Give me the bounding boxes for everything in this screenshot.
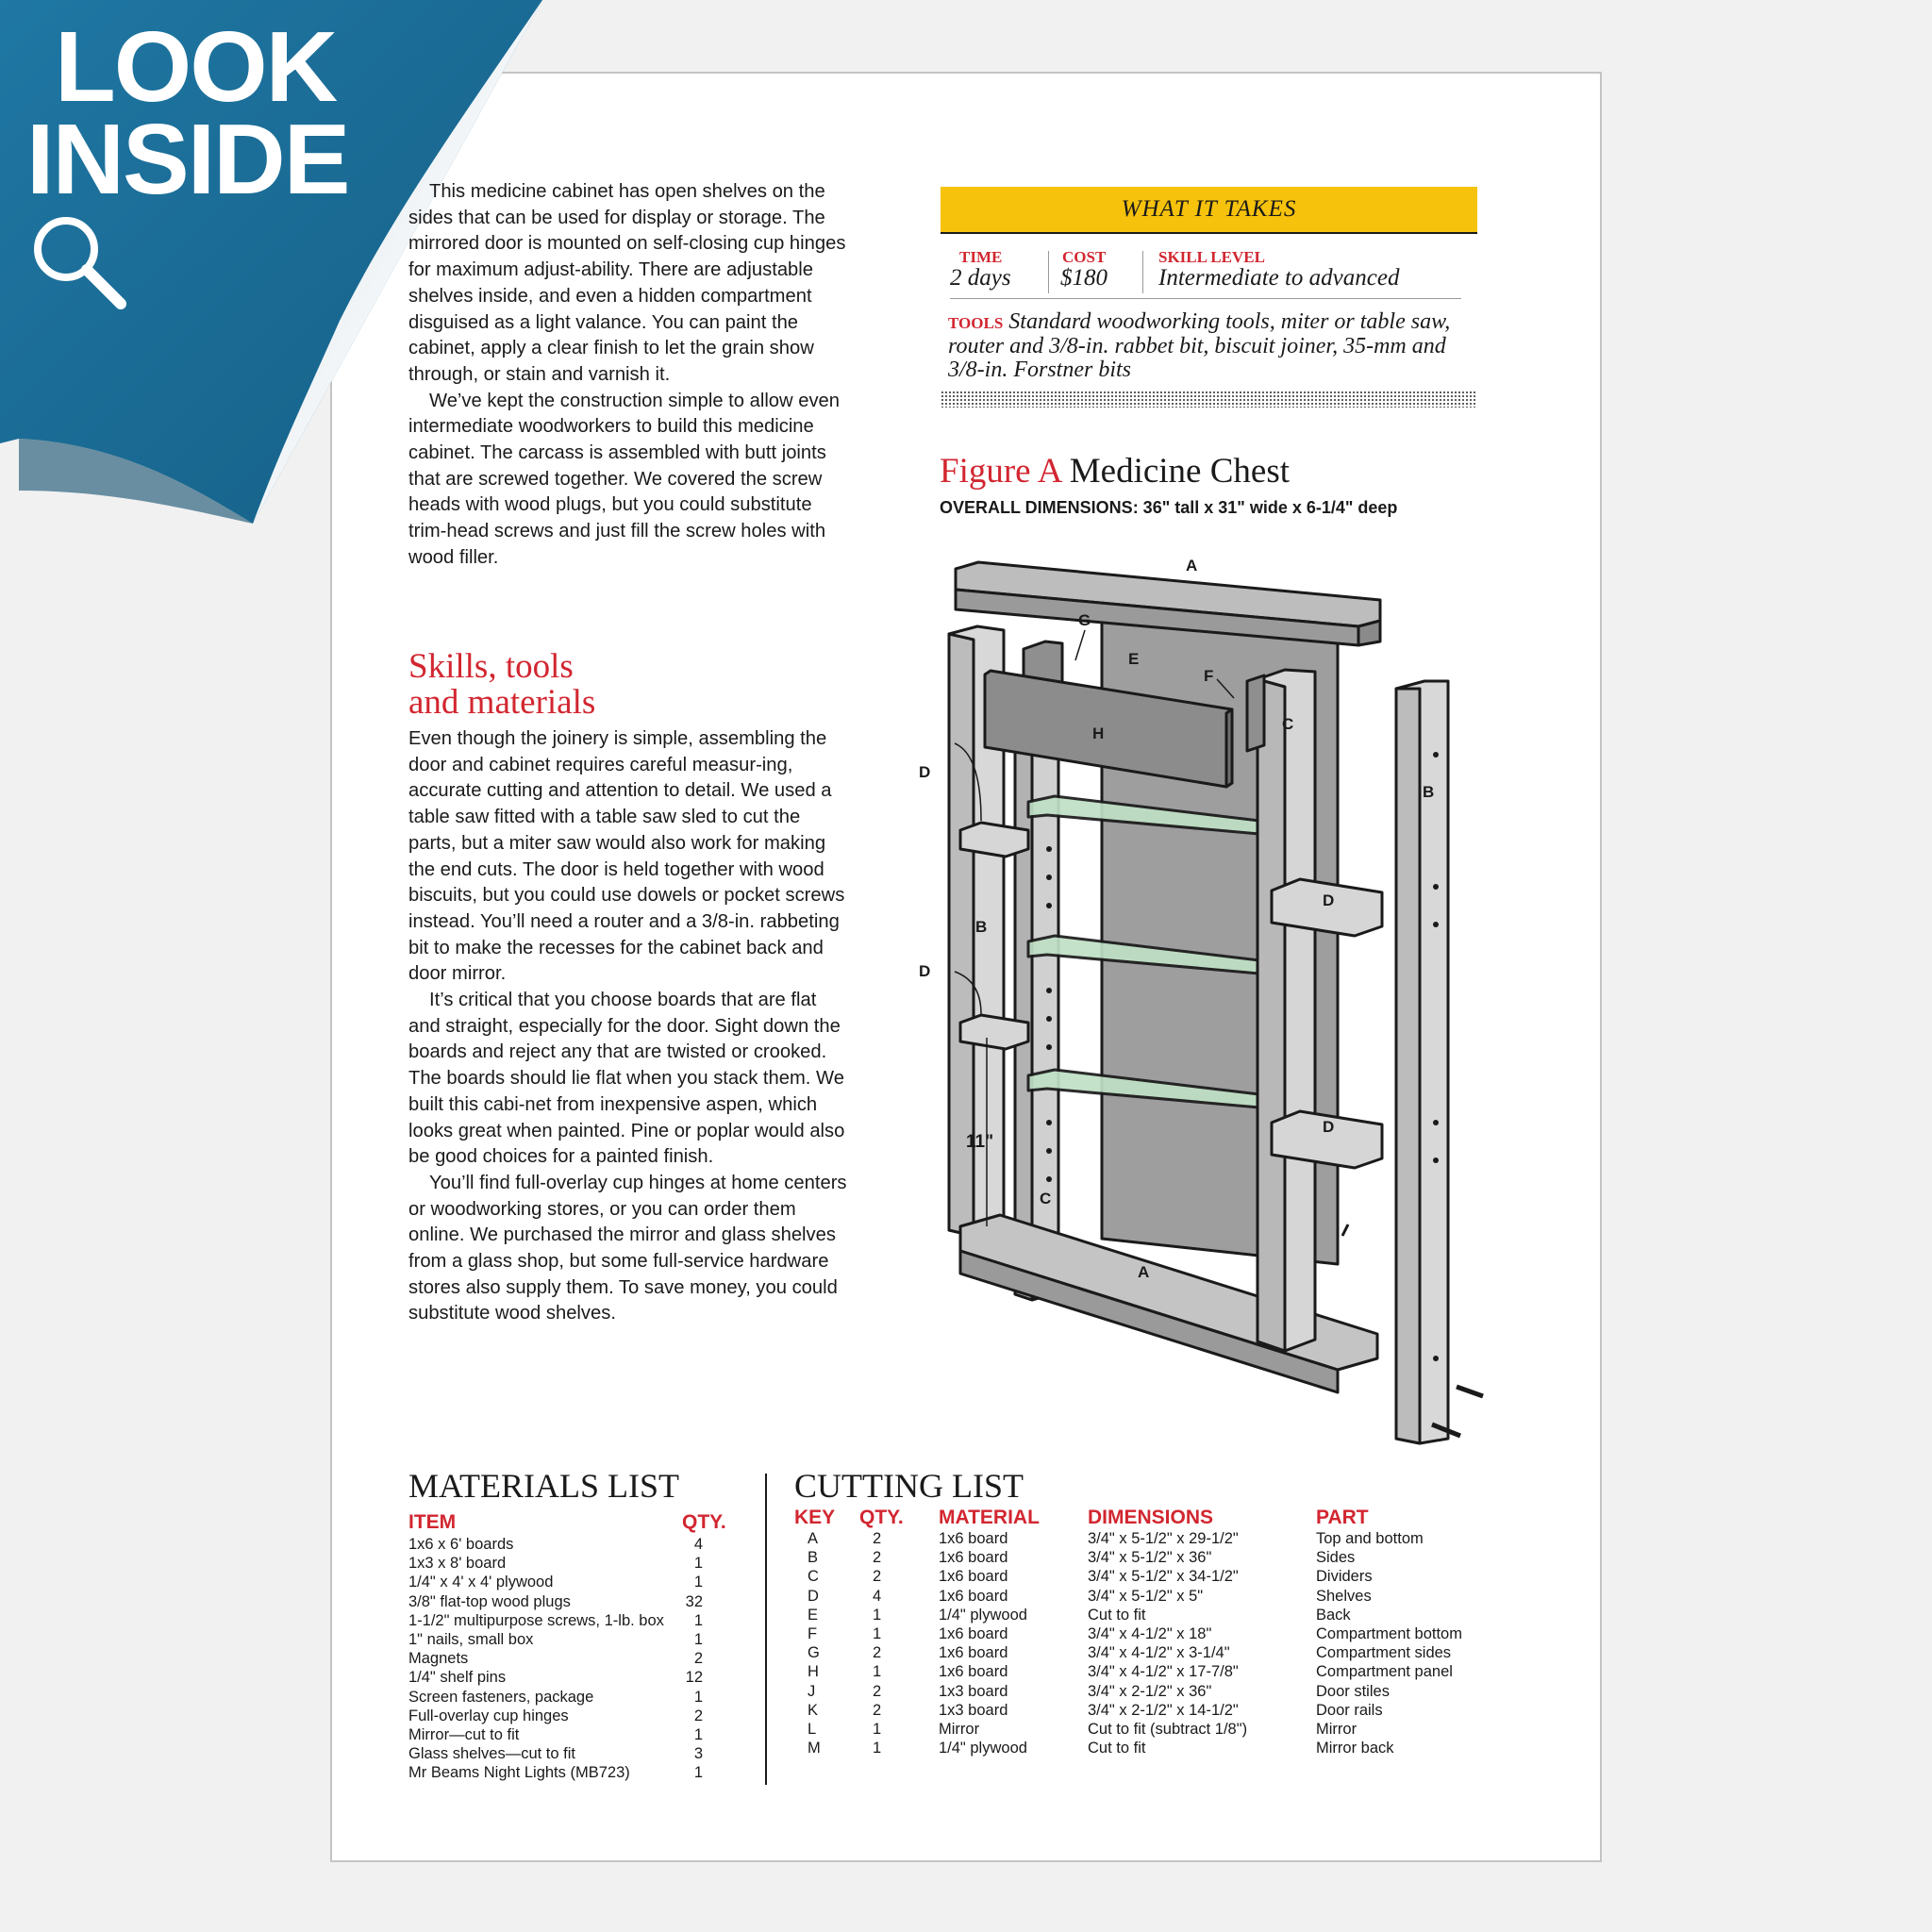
- cutting-material: 1/4" plywood: [939, 1740, 1027, 1757]
- table-row: [794, 1606, 1492, 1624]
- cutting-list: [794, 1529, 1492, 1757]
- list-item: [408, 1535, 710, 1554]
- table-row: [794, 1587, 1492, 1606]
- cutting-qty: 4: [873, 1587, 882, 1605]
- cutting-part: Compartment panel: [1316, 1663, 1453, 1681]
- cutting-key: K: [808, 1701, 819, 1719]
- cutting-dimensions: 3/4" x 5-1/2" x 36": [1088, 1549, 1212, 1567]
- list-item: [408, 1554, 710, 1573]
- tools-text: [948, 310, 1476, 382]
- time-label: TIME: [959, 248, 1003, 266]
- table-row: [794, 1529, 1492, 1548]
- cutting-qty: 2: [873, 1682, 882, 1700]
- cutting-col-key: KEY: [794, 1507, 836, 1528]
- skills-text: [408, 726, 850, 1327]
- list-item: [408, 1668, 710, 1687]
- table-row: [794, 1720, 1492, 1739]
- callout-d: D: [919, 763, 931, 781]
- cutting-dimensions: Cut to fit: [1088, 1606, 1146, 1624]
- cutting-part: Door stiles: [1316, 1682, 1390, 1700]
- cutting-material: 1x6 board: [939, 1663, 1008, 1681]
- cutting-material: 1x3 board: [939, 1701, 1008, 1719]
- material-qty: 1: [693, 1555, 703, 1573]
- cutting-dimensions: 3/4" x 5-1/2" x 5": [1088, 1587, 1204, 1605]
- divider: [950, 298, 1461, 299]
- intro-paragraph-2: We’ve kept the construction simple to allow even intermediate woodworkers to build this medicine cabinet. The carcass is assembled with butt joints that are screwed together. We covered the screw heads with wood plugs, but you could substitute trim-head screws and just fill the screw holes with wood filler.: [408, 390, 840, 568]
- material-item: Full-overlay cup hinges: [408, 1707, 569, 1724]
- callout-b: B: [1423, 783, 1435, 801]
- cutting-dimensions: 3/4" x 2-1/2" x 36": [1088, 1682, 1212, 1700]
- material-item: Mirror—cut to fit: [408, 1725, 520, 1743]
- cutting-key: G: [808, 1644, 820, 1662]
- list-item: [408, 1573, 710, 1591]
- cutting-dimensions: Cut to fit: [1088, 1740, 1146, 1757]
- table-row: [794, 1701, 1492, 1720]
- callout-e: E: [1128, 650, 1140, 668]
- material-item: 1x3 x 8' board: [408, 1555, 507, 1573]
- cutting-qty: 2: [873, 1701, 882, 1719]
- tools-label: TOOLS: [948, 314, 1004, 332]
- material-item: 1-1/2" multipurpose screws, 1-lb. box: [408, 1611, 664, 1629]
- cutting-material: 1/4" plywood: [939, 1606, 1027, 1624]
- callout-c: C: [1282, 715, 1294, 733]
- cutting-col-qty: QTY.: [859, 1507, 904, 1528]
- list-item: [408, 1744, 710, 1763]
- materials-list: [408, 1535, 710, 1782]
- dimension-label: 11": [966, 1132, 994, 1152]
- list-item: [408, 1611, 710, 1630]
- cutting-part: Sides: [1316, 1549, 1356, 1567]
- what-it-takes-box: [941, 187, 1477, 234]
- cutting-col-dimensions: DIMENSIONS: [1088, 1507, 1214, 1528]
- table-row: [794, 1682, 1492, 1701]
- material-qty: 2: [693, 1650, 703, 1668]
- cutting-key: E: [808, 1606, 819, 1624]
- cutting-key: H: [808, 1663, 819, 1681]
- cutting-key: D: [808, 1587, 819, 1605]
- materials-col-item: ITEM: [408, 1511, 457, 1533]
- material-qty: 1: [693, 1764, 703, 1782]
- callout-d: D: [919, 962, 931, 980]
- materials-col-qty: QTY.: [682, 1511, 726, 1533]
- table-row: [794, 1662, 1492, 1681]
- list-item: [408, 1630, 710, 1649]
- cutting-key: L: [808, 1720, 817, 1738]
- material-qty: 1: [693, 1630, 703, 1648]
- time-value: 2 days: [950, 265, 1011, 291]
- intro-paragraph-1: This medicine cabinet has open shelves on the sides that can be used for display or storage. The mirrored door is mounted on self-closing cup hinges for maximum adjust-ability. There are adjustable shelves inside, and even a hidden compartment disguised as a light valance. You can paint the cabinet, apply a clear finish to let the grain show through, or stain and varnish it.: [408, 181, 846, 385]
- cutting-col-material: MATERIAL: [939, 1507, 1040, 1528]
- what-it-takes-bar: [941, 187, 1477, 234]
- callout-a: A: [1186, 557, 1198, 575]
- callout-g: G: [1078, 611, 1091, 629]
- callout-a: A: [1138, 1263, 1150, 1281]
- list-item: [408, 1707, 710, 1725]
- list-item: [408, 1688, 710, 1707]
- tools-value: Standard woodworking tools, miter or table saw, router and 3/8-in. rabbet bit, biscuit joiner, 35-mm and 3/8-in. Forstner bits: [948, 309, 1451, 382]
- list-item: [408, 1763, 710, 1782]
- cutting-part: Mirror back: [1316, 1740, 1394, 1757]
- figure-label: Figure A: [940, 452, 1061, 491]
- divider: [1048, 251, 1049, 293]
- cutting-material: 1x6 board: [939, 1587, 1008, 1605]
- cutting-part: Compartment sides: [1316, 1644, 1452, 1662]
- cutting-material: 1x6 board: [939, 1644, 1008, 1662]
- badge-line2[interactable]: INSIDE: [26, 104, 349, 215]
- skills-heading-line2: and materials: [408, 683, 596, 722]
- skills-paragraph-2: It’s critical that you choose boards that are flat and straight, especially for the door. Sight down the boards and reject any that are twisted or crooked. The boards should lie flat when you stack them. We built this cabi-net from inexpensive aspen, which looks great when painted. Pine or poplar would also be good choices for a painted finish.: [408, 990, 845, 1168]
- material-item: Glass shelves—cut to fit: [408, 1745, 575, 1763]
- cutting-key: F: [808, 1624, 818, 1642]
- cutting-key: M: [808, 1740, 821, 1757]
- cutting-dimensions: 3/4" x 5-1/2" x 34-1/2": [1088, 1568, 1239, 1586]
- cutting-material: 1x6 board: [939, 1624, 1008, 1642]
- list-divider: [765, 1474, 767, 1785]
- cutting-part: Mirror: [1316, 1720, 1357, 1738]
- badge-line1[interactable]: LOOK: [55, 11, 337, 123]
- material-qty: 1: [693, 1688, 703, 1706]
- callout-b: B: [975, 918, 988, 936]
- skills-heading-line1: Skills, tools: [408, 647, 574, 686]
- cutting-part: Top and bottom: [1316, 1530, 1424, 1547]
- table-row: [794, 1548, 1492, 1567]
- cutting-key: A: [808, 1530, 819, 1547]
- cutting-qty: 1: [873, 1720, 882, 1738]
- cutting-dimensions: 3/4" x 2-1/2" x 14-1/2": [1088, 1701, 1239, 1719]
- skills-paragraph-3: You’ll find full-overlay cup hinges at home centers or woodworking stores, or you can order them online. We purchased the mirror and glass shelves from a glass shop, but some full-service hardware stores also supply them. To save money, you could substitute wood shelves.: [408, 1172, 847, 1324]
- cutting-material: 1x6 board: [939, 1568, 1008, 1586]
- skill-level-value: Intermediate to advanced: [1158, 265, 1400, 291]
- cutting-list-title: CUTTING LIST: [794, 1467, 1024, 1505]
- list-item: [408, 1592, 710, 1611]
- skills-heading: [408, 649, 842, 721]
- cutting-material: Mirror: [939, 1720, 980, 1738]
- cutting-part: Back: [1316, 1606, 1351, 1624]
- cutting-qty: 2: [873, 1530, 882, 1547]
- material-qty: 12: [685, 1669, 703, 1687]
- list-item: [408, 1725, 710, 1744]
- callout-d: D: [1323, 1118, 1335, 1136]
- cutting-dimensions: 3/4" x 4-1/2" x 3-1/4": [1088, 1644, 1230, 1662]
- cutting-key: B: [808, 1549, 819, 1567]
- cutting-qty: 1: [873, 1624, 882, 1642]
- cutting-part: Door rails: [1316, 1701, 1383, 1719]
- cost-value: $180: [1060, 265, 1108, 291]
- magnifier-icon[interactable]: [26, 209, 132, 315]
- cutting-qty: 1: [873, 1606, 882, 1624]
- cutting-col-part: PART: [1316, 1507, 1369, 1528]
- what-it-takes-title: WHAT IT TAKES: [1121, 196, 1297, 222]
- table-row: [794, 1567, 1492, 1586]
- materials-list-title: MATERIALS LIST: [408, 1467, 679, 1505]
- cutting-qty: 2: [873, 1568, 882, 1586]
- cost-label: COST: [1062, 248, 1107, 266]
- cutting-dimensions: 3/4" x 4-1/2" x 17-7/8": [1088, 1663, 1239, 1681]
- material-qty: 3: [693, 1745, 703, 1763]
- cutting-part: Compartment bottom: [1316, 1624, 1462, 1642]
- callout-d: D: [1323, 891, 1335, 909]
- intro-text: [408, 179, 850, 572]
- divider: [1142, 251, 1143, 293]
- cutting-dimensions: Cut to fit (subtract 1/8"): [1088, 1720, 1248, 1738]
- skills-paragraph-1: Even though the joinery is simple, assembling the door and cabinet requires careful measur-ing, accurate cutting and attention to detail. We used a table saw fitted with a table saw sled to cut the parts, but a miter saw would also work for making the end cuts. The door is held together with wood biscuits, but you could use dowels or pocket screws instead. You’ll need a router and a 3/8-in. rabbeting bit to make the recesses for the cabinet back and door mirror.: [408, 728, 845, 985]
- material-item: 1/4" shelf pins: [408, 1669, 507, 1687]
- cutting-part: Shelves: [1316, 1587, 1372, 1605]
- figure-name: Medicine Chest: [1069, 452, 1291, 491]
- material-qty: 32: [685, 1592, 703, 1610]
- material-qty: 4: [693, 1536, 703, 1553]
- callout-f: F: [1204, 667, 1214, 685]
- table-row: [794, 1643, 1492, 1662]
- material-item: 1/4" x 4' x 4' plywood: [408, 1574, 554, 1591]
- figure-dimensions: OVERALL DIMENSIONS: 36" tall x 31" wide x 6-1/4" deep: [940, 498, 1398, 517]
- material-item: 3/8" flat-top wood plugs: [408, 1592, 571, 1610]
- cutting-qty: 1: [873, 1663, 882, 1681]
- callout-c: C: [1040, 1190, 1052, 1208]
- material-qty: 1: [693, 1611, 703, 1629]
- cutting-qty: 2: [873, 1644, 882, 1662]
- table-row: [794, 1624, 1492, 1643]
- material-item: Mr Beams Night Lights (MB723): [408, 1764, 630, 1782]
- material-qty: 2: [693, 1707, 703, 1724]
- cutting-qty: 2: [873, 1549, 882, 1567]
- cutting-material: 1x6 board: [939, 1530, 1008, 1547]
- cutting-dimensions: 3/4" x 4-1/2" x 18": [1088, 1624, 1212, 1642]
- material-qty: 1: [693, 1725, 703, 1743]
- list-item: [408, 1649, 710, 1668]
- cutting-dimensions: 3/4" x 5-1/2" x 29-1/2": [1088, 1530, 1239, 1547]
- material-qty: 1: [693, 1574, 703, 1591]
- cutting-key: J: [808, 1682, 816, 1700]
- cutting-key: C: [808, 1568, 819, 1586]
- cutting-part: Dividers: [1316, 1568, 1373, 1586]
- cutting-material: 1x6 board: [939, 1549, 1008, 1567]
- figure-title: [940, 453, 1290, 491]
- dotted-rule: [941, 391, 1477, 408]
- material-item: 1x6 x 6' boards: [408, 1536, 514, 1553]
- cutting-qty: 1: [873, 1740, 882, 1757]
- skill-level-label: SKILL LEVEL: [1158, 248, 1265, 266]
- material-item: 1" nails, small box: [408, 1630, 534, 1648]
- material-item: Magnets: [408, 1650, 469, 1668]
- cutting-material: 1x3 board: [939, 1682, 1008, 1700]
- medicine-chest-illustration: [906, 547, 1491, 1481]
- material-item: Screen fasteners, package: [408, 1688, 594, 1706]
- callout-h: H: [1092, 724, 1105, 742]
- table-row: [794, 1739, 1492, 1757]
